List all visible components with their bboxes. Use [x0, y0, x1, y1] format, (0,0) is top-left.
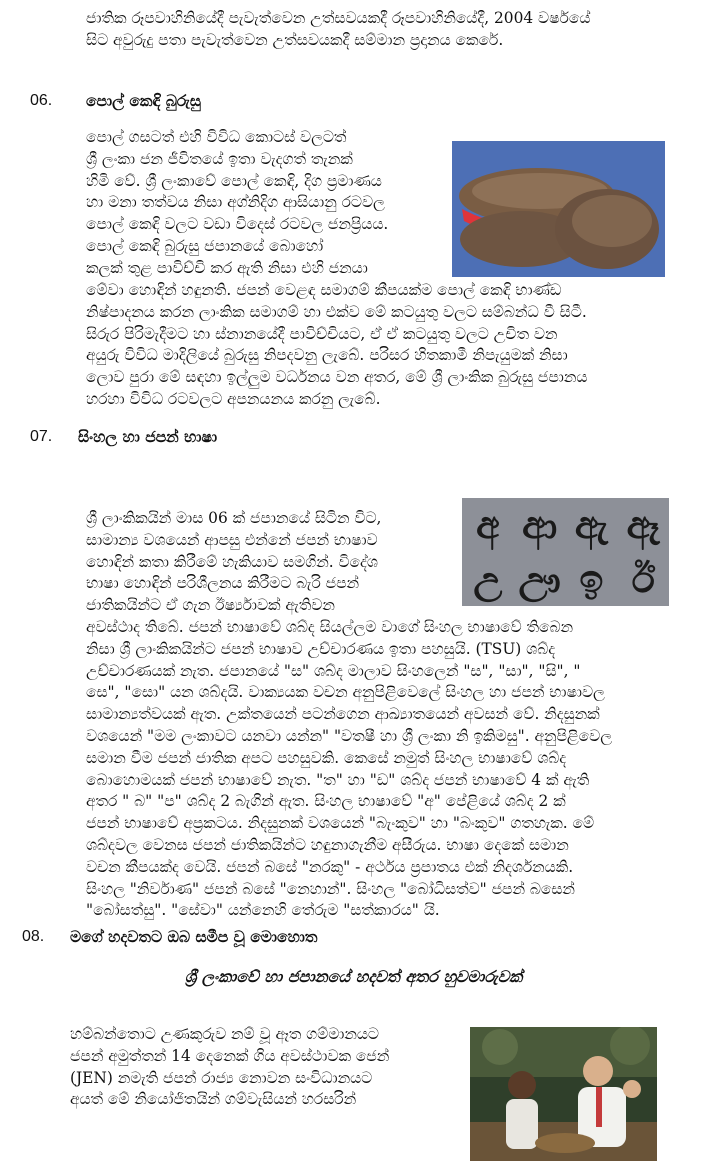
intro-paragraph	[86, 8, 690, 52]
text-line: "බෝසත්සු". "සේවා" යන්නෙහි තේරුම "සත්කාරය" යි.	[86, 901, 440, 920]
letter-ae: ඇ	[574, 502, 608, 547]
text-line: සෙ", "සො" යන ශබ්දයි. වාක්‍යයක වචන අනුපිළිවෙලේ සිංහල හා ජපන් භාෂාවල	[86, 683, 605, 702]
text-line: අයුරු විවිධ මාදිලියේ බුරුසු නිපදවනු ලැබේ. පරිසර හිතකාමී නිපැයුමක් නිසා	[86, 346, 568, 365]
text-line: අයත් මේ නියෝජිතයින් ගම්වැසියන් හරසරින්	[70, 1090, 357, 1109]
section-06-number: 06.	[30, 92, 53, 109]
text-line: ලොව පුරා මේ සඳහා ඉල්ලුම වර්ධනය වන අතර, මේ ශ්‍රී ලාංකික බුරුසු ජපානය	[86, 368, 588, 387]
section-07-title: සිංහල හා ජපන් භාෂා	[78, 427, 218, 446]
text-line: හරහා විවිධ රටවලට අපනයනය කරනු ලැබේ.	[86, 389, 381, 408]
section-08-text	[70, 1024, 465, 1111]
section-08-number: 08.	[22, 928, 45, 945]
villagers-photo	[470, 1027, 657, 1161]
text-line: හම්බන්තොට උණකුරුව නම් වූ ඈත ගම්මානයට	[70, 1025, 380, 1043]
text-line: සිංහල "නිර්වාණ" ජපන් බසේ "නෙහාන්". සිංහල "බෝධිසත්ව" ජපන් බසෙන්	[86, 879, 575, 898]
coconut-brush-photo	[452, 141, 665, 277]
text-line: සාමාන්‍යත්වයක් ඇත. උක්තයෙන් පටන්ගෙන ආඛ්‍යාතයෙන් අවසන් වේ. නිදසුනක්	[86, 705, 600, 724]
text-line: වශයෙන් "මම ලංකාවට යනවා යන්න" "වතෂී හා ශ්‍රී ලංකා නි ඉකිමසු". අනුපිළිවෙල	[86, 726, 612, 745]
text-line: කලක් තුළ පාවිච්චි කර ඇති නිසා එහි ජනයා	[86, 258, 368, 277]
letters-panel	[462, 498, 669, 606]
text-line: අතර " බ" "ප" ශබ්ද 2 බැගින් ඇත. සිංහල භාෂාවේ "අ" පේළියේ ශබ්ද 2 ක්	[86, 792, 566, 811]
text-line: ශ්‍රී ලංකා ජන ජීවිතයේ ඉතා වැදගත් තැනක්	[86, 149, 353, 168]
letter-i: ඉ	[579, 556, 604, 601]
text-line: හා මනා තත්වය නිසා අග්නිදිග ආසියානු රටවල	[86, 193, 385, 212]
text-line: ශ්‍රී ලාංකිකයින් මාස 06 ක් ජපානයේ සිටින විට,	[86, 509, 382, 527]
text-line: පොල් කෙඳි බුරුසු ජපානයේ බොහෝ	[86, 236, 324, 255]
sinhala-letters-image	[462, 498, 669, 606]
text-line: ජපන් අමුත්තන් 14 දෙනෙක් ගිය අවස්ථාවක ජෙන්	[70, 1046, 390, 1065]
text-line: හිමි වේ. ශ්‍රී ලංකාවේ පොල් කෙඳි, දිග ප්‍රමාණය	[86, 171, 382, 190]
text-line: භාෂා හොඳින් පරිශීලනය කිරීමට බැරි ජපන්	[86, 574, 360, 593]
text-line: බොහොමයක් ජපන් භාෂාවේ නැත. "ත" හා "ඩ" ශබ්ද ජපන් භාෂාවේ 4 ක් ඇති	[86, 770, 590, 789]
section-07-text-wrapped	[86, 508, 456, 617]
text-line: හොඳින් කතා කිරීමේ හැකියාව සමගින්. විදේශ	[86, 552, 378, 571]
text-line: ජාතික රූපවාහිනියේදී පැවැත්වෙන උත්සවයකදී රූපවාහිනියේදී, 2004 වර්ෂයේ	[86, 9, 591, 27]
letter-aa: ආ	[522, 502, 558, 547]
text-line: ජපන් භාෂාවේ අප්‍රකටය. නිදසුනක් වශයෙන් "බැංකුව" හා "බංකුව" ගතහැක. මේ	[86, 814, 595, 833]
text-line: උච්චාරණයක් නැත. ජපානයේ "ස" ශබ්ද මාලාව සිංහලෙන් "ස", "සා", "සි", "	[86, 661, 581, 680]
text-line: සිට අවුරුදු පතා පැවැත්වෙන උත්සවයකදී සම්මාන ප්‍රදානය කෙරේ.	[86, 30, 504, 49]
text-line: නිසා ශ්‍රී ලාංකිකයින්ට ජපන් භාෂාව උච්චාරණය ඉතා පහසුයි. (TSU) ශබ්ද	[86, 639, 556, 658]
text-line: නිෂ්පාදනය කරන ලාංකික සමාගම් හා එක්ව මේ කටයුතු වලට සම්බන්ධ වී සිටී.	[86, 302, 587, 321]
text-line: අවස්ථාද තිබේ. ජපන් භාෂාවේ ශබ්ද සියල්ලම වාගේ සිංහල භාෂාවේ තිබෙන	[86, 618, 574, 636]
letter-u: උ	[473, 556, 503, 601]
text-line: වචන කීපයක්ද වෙයි. ජපන් බසේ "නරකු" - අර්ථය ප්‍රපාතය එක් නිදර්ශනයකි.	[86, 857, 574, 876]
section-07-number: 07.	[30, 428, 53, 445]
brush-image	[452, 141, 665, 277]
section-06-title: පොල් කෙඳි බුරුසු	[86, 91, 201, 110]
text-line: සමාන වීම ජපන් ජාතික අපට පහසුවකි. කෙසේ නමුත් සිංහල භාෂාවේ ශබ්ද	[86, 748, 567, 767]
section-06-text-full	[86, 280, 690, 411]
text-line: මේවා හොඳින් හඳුනති. ජපන් වෙළඳ සමාගම් කීපයක්ම පොල් කෙඳි භාණ්ඩ	[86, 281, 562, 299]
letter-uu: ඌ	[518, 556, 561, 601]
text-line: (JEN) නමැති ජපන් රාජ්‍ය නොවන සංවිධානයට	[70, 1068, 373, 1087]
letter-a: අ	[476, 502, 500, 547]
section-08-subtitle: ශ්‍රී ලංකාවේ හා ජපානයේ හදවත් අතර හුවමාරුවක්	[184, 967, 523, 986]
villagers-image	[470, 1027, 657, 1161]
text-line: සාමාන්‍ය වශයෙන් ආපසු එන්නේ ජපන් භාෂාව	[86, 530, 378, 549]
section-08-title: මගේ හදවතට ඔබ සමීප වූ මොහොත	[70, 927, 318, 946]
section-06-text-wrapped	[86, 127, 444, 280]
letter-ii: ඊ	[631, 556, 655, 601]
text-line: ජාතිකයින්ට ඒ ගැන ඊර්ෂ්‍යාවක් ඇතිවන	[86, 596, 335, 615]
text-line: පොල් කෙඳි වලට වඩා විදෙස් රටවල ජනප්‍රියය.	[86, 215, 389, 234]
text-line: ශබ්දවල වෙනස ජපන් ජාතිකයින්ට හඳුනාගැනීම අසීරුය. භාෂා දෙකේ සමාන	[86, 835, 569, 854]
text-line: සිරුර පිරිමැදීමට හා ස්නානයේදී පාවිච්චියට, ඒ ඒ කටයුතු වලට උචිත වන	[86, 324, 558, 343]
letter-aae: ඈ	[626, 502, 660, 547]
text-line: පොල් ගසටත් එහි විවිධ කොටස් වලටත්	[86, 128, 347, 146]
section-07-text-full	[86, 617, 690, 922]
